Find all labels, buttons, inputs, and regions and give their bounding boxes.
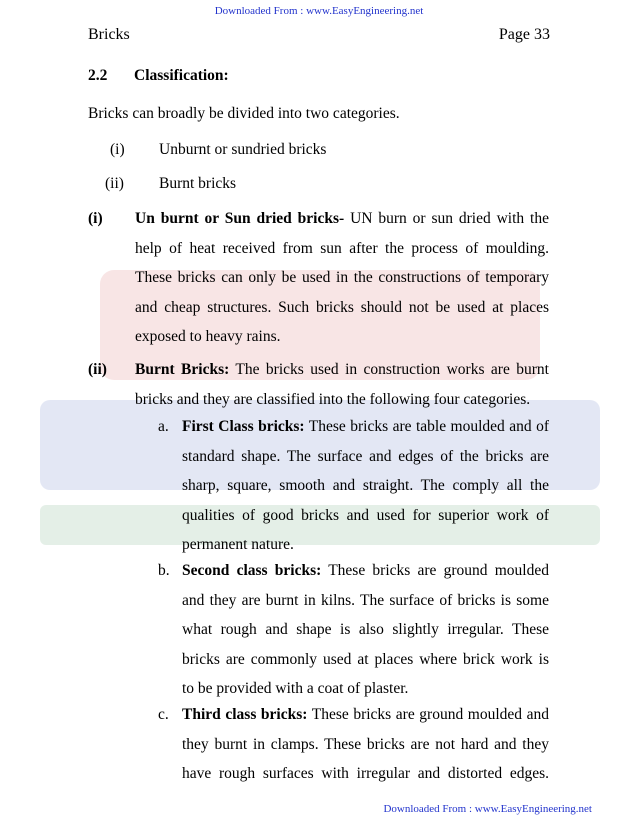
section-title: Classification: — [134, 67, 229, 84]
item-i-paragraph — [135, 204, 549, 352]
download-notice-bottom[interactable]: Downloaded From : www.EasyEngineering.net — [383, 803, 592, 815]
sub-b-marker: b. — [158, 562, 170, 579]
item-ii-title: Burnt Bricks: — [135, 361, 230, 378]
paragraph-line: bricks and they are classified into the following four categories. — [135, 390, 531, 408]
item-ii-text: The bricks used in construction works are burnt — [229, 361, 549, 378]
item-i-text: UN burn or sun dried with the — [344, 210, 549, 227]
running-header-title: Bricks — [88, 26, 130, 43]
page-number: Page 33 — [498, 26, 550, 43]
paragraph-line: permanent nature. — [182, 536, 294, 553]
item-ii-marker: (ii) — [88, 361, 107, 378]
paragraph-line: bricks are commonly used at places where brick work is — [182, 650, 549, 668]
category-label: Burnt bricks — [159, 175, 237, 192]
paragraph-line — [135, 355, 549, 385]
paragraph-line: exposed to heavy rains. — [135, 328, 281, 345]
paragraph-line: they burnt in clamps. These bricks are not hard and they — [182, 735, 549, 753]
paragraph-line: what rough and shape is also slightly irregular. These — [182, 621, 549, 638]
sub-c-marker: c. — [158, 706, 169, 723]
paragraph-line: standard shape. The surface and edges of the bricks are — [182, 447, 549, 465]
sub-b-text: These bricks are ground moulded — [321, 562, 549, 579]
paragraph-line: help of heat received from sun after the process of moulding. — [135, 239, 549, 257]
sub-a-text: These bricks are table moulded and of — [304, 418, 549, 435]
paragraph-line: have rough surfaces with irregular and distorted edges. — [182, 765, 549, 782]
intro-text: Bricks can broadly be divided into two categories. — [88, 105, 400, 122]
section-number: 2.2 — [88, 67, 108, 84]
item-ii-paragraph — [135, 355, 549, 414]
paragraph-line — [182, 700, 549, 730]
category-marker: (i) — [110, 141, 125, 158]
sub-b-paragraph — [182, 556, 549, 704]
sub-c-paragraph — [182, 700, 549, 789]
download-notice-top[interactable]: Downloaded From : www.EasyEngineering.net — [214, 5, 424, 17]
paragraph-line — [135, 204, 549, 234]
category-label: Unburnt or sundried bricks — [159, 141, 327, 158]
sub-c-text: These bricks are ground moulded and — [307, 706, 549, 723]
sub-a-title: First Class bricks: — [182, 418, 305, 435]
item-i-marker: (i) — [88, 210, 103, 227]
paragraph-line: and they are burnt in kilns. The surface of bricks is some — [182, 591, 549, 609]
paragraph-line: and cheap structures. Such bricks should not be used at places — [135, 298, 549, 316]
sub-a-marker: a. — [158, 418, 169, 435]
paragraph-line: sharp, square, smooth and straight. The comply all the — [182, 477, 549, 494]
paragraph-line — [182, 412, 549, 442]
paragraph-line — [182, 556, 549, 586]
sub-c-title: Third class bricks: — [182, 706, 308, 723]
category-marker: (ii) — [105, 175, 124, 192]
item-i-title: Un burnt or Sun dried bricks- — [135, 210, 345, 227]
paragraph-line: These bricks can only be used in the constructions of temporary — [135, 269, 549, 286]
paragraph-line: to be provided with a coat of plaster. — [182, 680, 409, 697]
sub-a-paragraph — [182, 412, 549, 560]
sub-b-title: Second class bricks: — [182, 562, 322, 579]
paragraph-line: qualities of good bricks and used for superior work of — [182, 506, 549, 524]
